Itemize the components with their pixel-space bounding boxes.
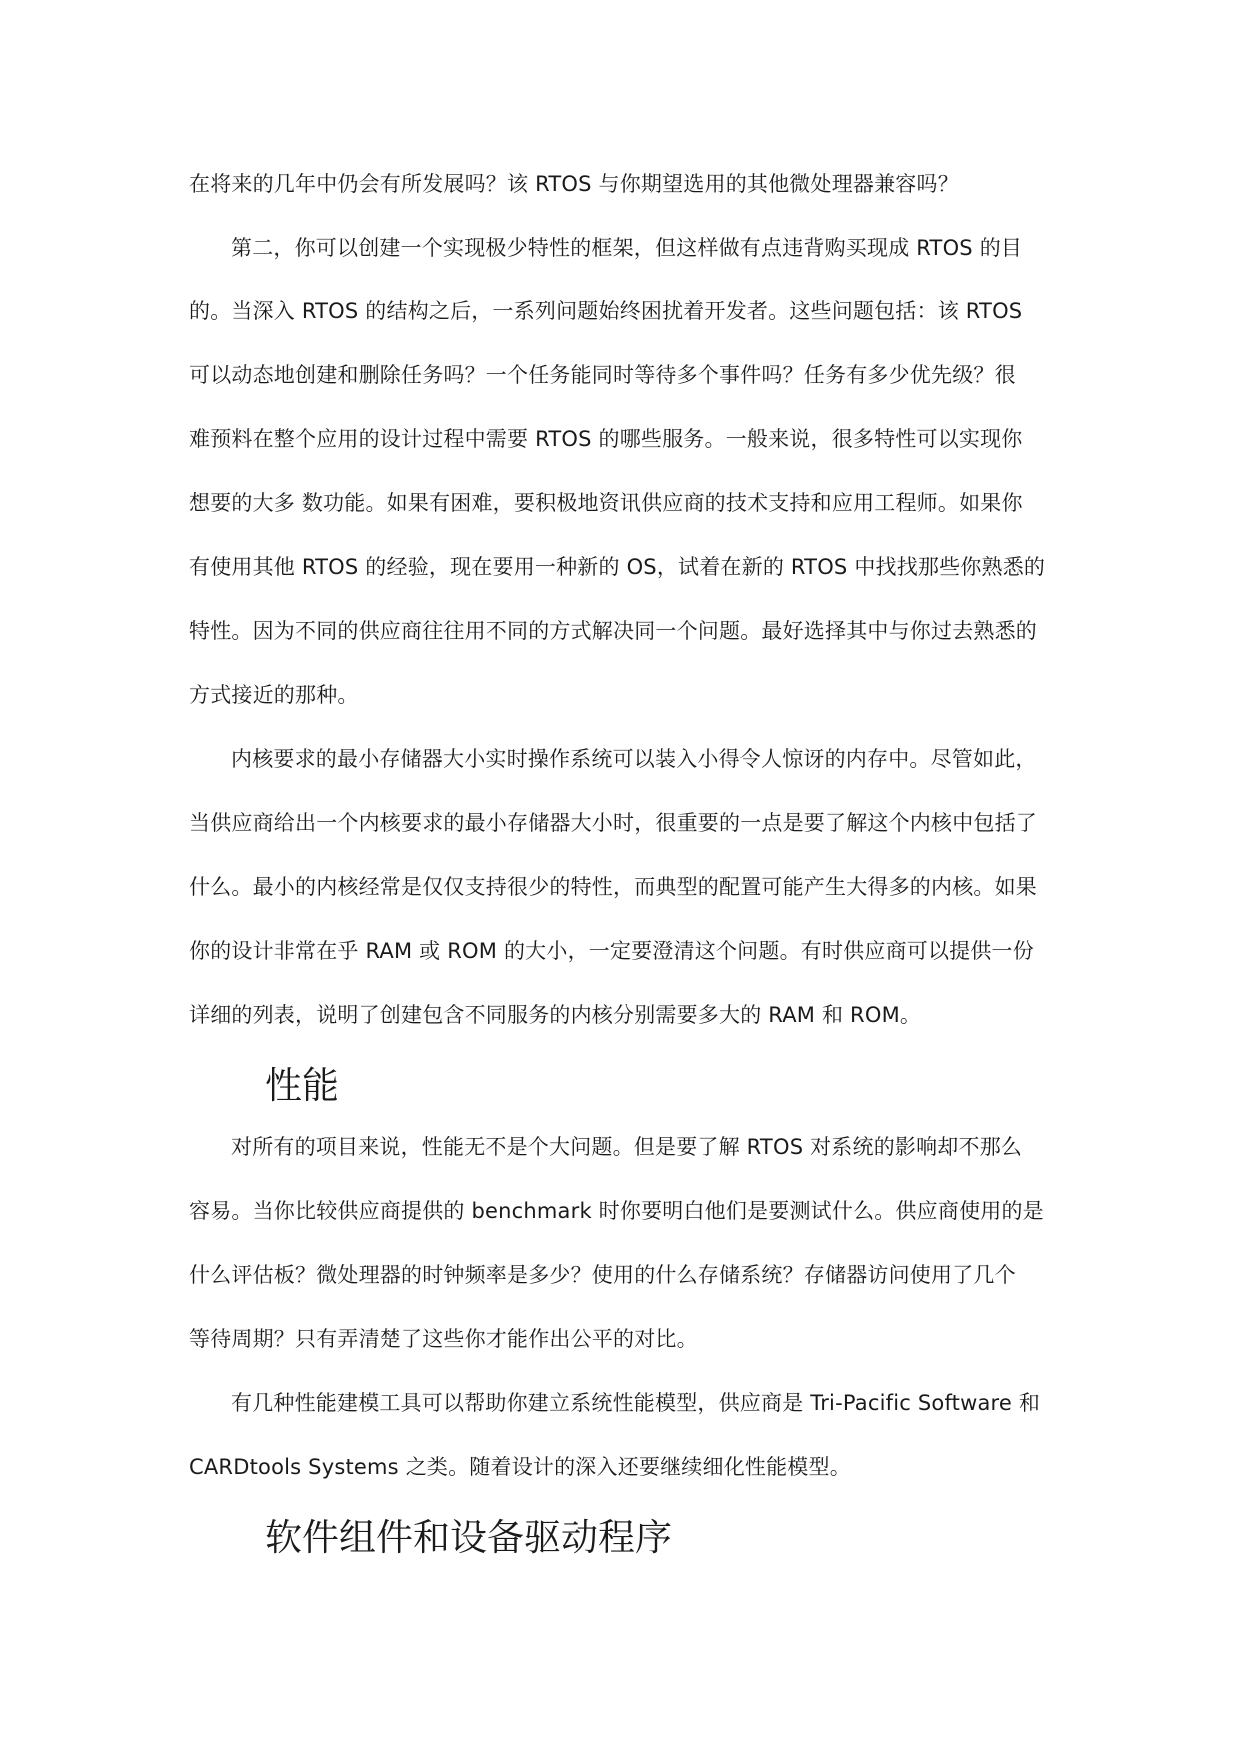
paragraph-line: 容易。当你比较供应商提供的 benchmark 时你要明白他们是要测试什么。供应商使用的是 (189, 1199, 1044, 1223)
paragraph-line: 可以动态地创建和删除任务吗？一个任务能同时等待多个事件吗？任务有多少优先级？很 (189, 363, 1016, 387)
paragraph-line: 对所有的项目来说，性能无不是个大问题。但是要了解 RTOS 对系统的影响却不那么 (231, 1135, 1023, 1159)
paragraph-line: 什么评估板？微处理器的时钟频率是多少？使用的什么存储系统？存储器访问使用了几个 (189, 1263, 1016, 1287)
paragraph-line: 特性。因为不同的供应商往往用不同的方式解决同一个问题。最好选择其中与你过去熟悉的 (189, 619, 1037, 643)
paragraph-line: 有使用其他 RTOS 的经验，现在要用一种新的 OS，试着在新的 RTOS 中找找那些你熟悉的 (189, 555, 1046, 579)
paragraph-line: 的。当深入 RTOS 的结构之后，一系列问题始终困扰着开发者。这些问题包括：该 RTOS (189, 299, 1023, 323)
paragraph-line: 在将来的几年中仍会有所发展吗？该 RTOS 与你期望选用的其他微处理器兼容吗？ (189, 172, 959, 196)
section-heading-components: 软件组件和设备驱动程序 (265, 1516, 672, 1559)
paragraph-line: 什么。最小的内核经常是仅仅支持很少的特性，而典型的配置可能产生大得多的内核。如果 (189, 875, 1037, 899)
paragraph-line: 难预料在整个应用的设计过程中需要 RTOS 的哪些服务。一般来说，很多特性可以实现你 (189, 427, 1023, 451)
paragraph-line: 你的设计非常在乎 RAM 或 ROM 的大小，一定要澄清这个问题。有时供应商可以提供一份 (189, 939, 1034, 963)
paragraph-line: 内核要求的最小存储器大小实时操作系统可以装入小得令人惊讶的内存中。尽管如此， (231, 747, 1037, 771)
paragraph-line: 有几种性能建模工具可以帮助你建立系统性能模型，供应商是 Tri-Pacific Software 和 (231, 1391, 1041, 1415)
paragraph-line: 方式接近的那种。 (189, 683, 359, 707)
paragraph-line: 等待周期？只有弄清楚了这些你才能作出公平的对比。 (189, 1327, 698, 1351)
section-heading-performance: 性能 (265, 1064, 339, 1107)
paragraph-line: 详细的列表，说明了创建包含不同服务的内核分别需要多大的 RAM 和 ROM。 (189, 1003, 922, 1027)
paragraph-line: 当供应商给出一个内核要求的最小存储器大小时，很重要的一点是要了解这个内核中包括了 (189, 811, 1037, 835)
paragraph-line: 第二，你可以创建一个实现极少特性的框架，但这样做有点违背购买现成 RTOS 的目 (231, 236, 1023, 260)
paragraph-line: CARDtools Systems 之类。随着设计的深入还要继续细化性能模型。 (189, 1455, 851, 1479)
paragraph-line: 想要的大多 数功能。如果有困难，要积极地资讯供应商的技术支持和应用工程师。如果你 (189, 491, 1023, 515)
